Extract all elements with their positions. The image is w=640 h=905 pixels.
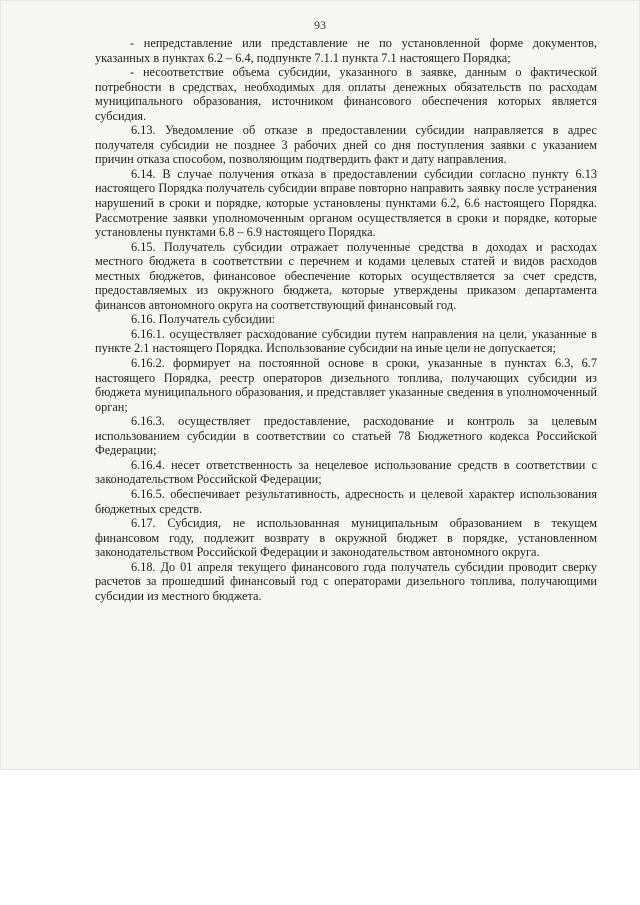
paragraph-6-16-3: 6.16.3. осуществляет предоставление, расходование и контроль за целевым использованием субсидии в соответствии со статьей 78 Бюджетного кодекса Российской Федерации;: [95, 414, 597, 458]
paragraph-6-14: 6.14. В случае получения отказа в предоставлении субсидии согласно пункту 6.13 настоящего Порядка получатель субсидии вправе повторно направить заявку после устранения нарушений в сроки и порядке, которые установлены пунктами 6.2, 6.6 настоящего Порядка. Рассмотрение заявки уполномоченным органом осуществляется в сроки и порядке, которые установлены пунктами 6.8 – 6.9 настоящего Порядка.: [95, 166, 597, 240]
paragraph-6-17: 6.17. Субсидия, не использованная муниципальным образованием в текущем финансовом году, подлежит возврату в окружной бюджет в порядке, установленном законодательством Российской Федерации и законодательством автономного округа.: [95, 516, 597, 560]
document-body: [95, 36, 597, 603]
paragraph-6-16-1: 6.16.1. осуществляет расходование субсидии путем направления на цели, указанные в пункте 2.1 настоящего Порядка. Использование субсидии на иные цели не допускается;: [95, 326, 597, 356]
paragraph-list-item: - непредставление или представление не по установленной форме документов, указанных в пунктах 6.2 – 6.4, подпункте 7.1.1 пункта 7.1 настоящего Порядка;: [95, 36, 597, 65]
paragraph-6-16: 6.16. Получатель субсидии:: [131, 312, 276, 327]
paragraph-6-16-2: 6.16.2. формирует на постоянной основе в сроки, указанные в пунктах 6.3, 6.7 настоящего Порядка, реестр операторов дизельного топлива, получающих субсидии из бюджета муниципального образования, и представляет указанные сведения в уполномоченный орган;: [95, 356, 597, 414]
paragraph-6-13: 6.13. Уведомление об отказе в предоставлении субсидии направляется в адрес получателя субсидии не позднее 3 рабочих дней со дня поступления заявки с указанием причин отказа способом, позволяющим подтвердить факт и дату направления.: [95, 123, 597, 167]
paragraph-6-15: 6.15. Получатель субсидии отражает полученные средства в доходах и расходах местного бюджета в соответствии с перечнем и кодами целевых статей и видов расходов местных бюджетов, финансовое обеспечение которых осуществляется за счет средств, предоставляемых из окружного бюджета, которые утверждены приказом департамента финансов автономного округа на соответствующий финансовый год.: [95, 239, 597, 312]
paragraph-list-item: - несоответствие объема субсидии, указанного в заявке, данным о фактической потребности в средствах, необходимых для оплаты денежных обязательств по расходам муниципального образования, источником финансового обеспечения которых является субсидия.: [95, 65, 597, 123]
blank-margin: [0, 770, 640, 905]
paragraph-6-18: 6.18. До 01 апреля текущего финансового года получатель субсидии проводит сверку расчетов за прошедший финансовый год с операторами дизельного топлива, получающими субсидии из местного бюджета.: [95, 559, 597, 603]
paragraph-6-16-5: 6.16.5. обеспечивает результативность, адресность и целевой характер использования бюджетных средств.: [95, 486, 597, 516]
page-number: 93: [314, 18, 326, 32]
paragraph-6-16-4: 6.16.4. несет ответственность за нецелевое использование средств в соответствии с законодательством Российской Федерации;: [95, 457, 597, 487]
